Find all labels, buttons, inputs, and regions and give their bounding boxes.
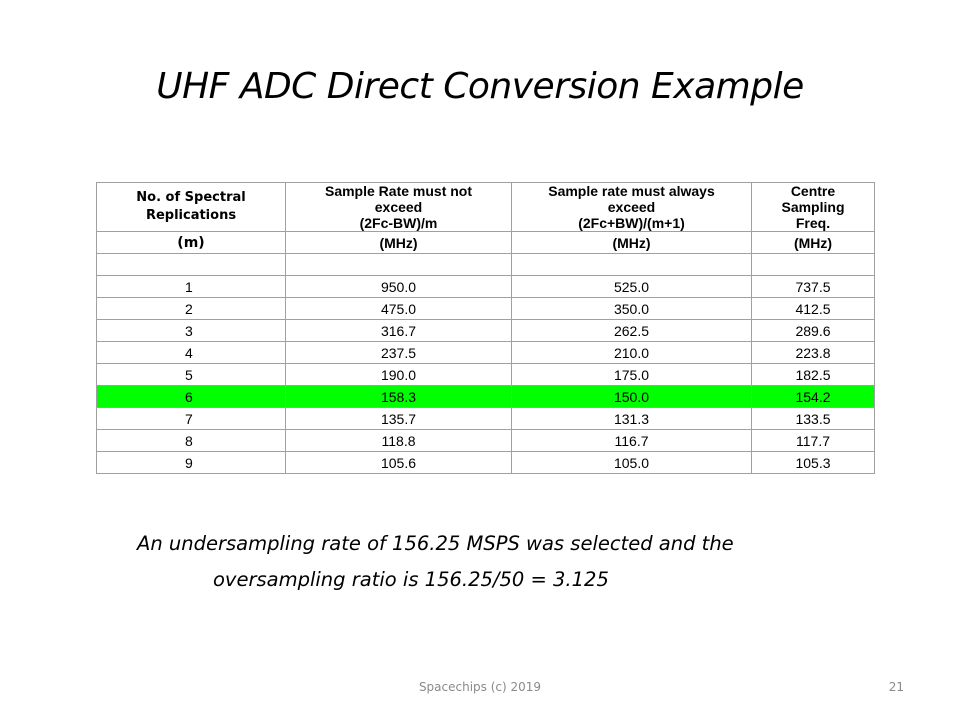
header-line: Freq. [795, 215, 831, 231]
cell-min-sample-rate: 131.3 [512, 408, 752, 430]
cell-max-sample-rate: 118.8 [286, 430, 512, 452]
cell-min-sample-rate: 150.0 [512, 386, 752, 408]
table-row [97, 364, 875, 386]
header-line: exceed [374, 199, 423, 215]
cell-centre-freq: 154.2 [752, 386, 875, 408]
unit-cell: (MHz) [752, 232, 875, 254]
empty-cell [286, 254, 512, 276]
cell-min-sample-rate: 175.0 [512, 364, 752, 386]
cell-max-sample-rate: 105.6 [286, 452, 512, 474]
table-row-highlighted [97, 386, 875, 408]
cell-min-sample-rate: 350.0 [512, 298, 752, 320]
cell-centre-freq: 223.8 [752, 342, 875, 364]
spectral-replication-table [96, 182, 875, 474]
unit-cell: (MHz) [512, 232, 752, 254]
cell-centre-freq: 117.7 [752, 430, 875, 452]
empty-cell [752, 254, 875, 276]
cell-centre-freq: 105.3 [752, 452, 875, 474]
slide-title: UHF ADC Direct Conversion Example [156, 66, 804, 107]
cell-min-sample-rate: 525.0 [512, 276, 752, 298]
cell-max-sample-rate: 950.0 [286, 276, 512, 298]
cell-centre-freq: 412.5 [752, 298, 875, 320]
cell-centre-freq: 289.6 [752, 320, 875, 342]
header-line: exceed [607, 199, 656, 215]
header-replications [97, 183, 286, 232]
header-line: Sample rate must always [548, 183, 715, 199]
header-max-sample-rate [286, 183, 512, 232]
header-line: No. of Spectral [136, 190, 246, 205]
table-row [97, 408, 875, 430]
cell-replication-m: 1 [97, 276, 286, 298]
table-row [97, 342, 875, 364]
table-header-row [97, 183, 875, 232]
cell-replication-m: 6 [97, 386, 286, 408]
header-min-sample-rate [512, 183, 752, 232]
header-line: (2Fc-BW)/m [359, 215, 438, 231]
footer-copyright: Spacechips (c) 2019 [418, 680, 542, 694]
cell-replication-m: 9 [97, 452, 286, 474]
note-line-2: oversampling ratio is 156.25/50 = 3.125 [213, 568, 609, 591]
cell-min-sample-rate: 210.0 [512, 342, 752, 364]
header-centre-sampling-freq [752, 183, 875, 232]
cell-max-sample-rate: 158.3 [286, 386, 512, 408]
cell-replication-m: 4 [97, 342, 286, 364]
header-line: Centre [790, 183, 836, 199]
header-line: Replications [145, 208, 237, 223]
cell-centre-freq: 182.5 [752, 364, 875, 386]
cell-replication-m: 8 [97, 430, 286, 452]
cell-replication-m: 3 [97, 320, 286, 342]
cell-replication-m: 5 [97, 364, 286, 386]
cell-min-sample-rate: 262.5 [512, 320, 752, 342]
table-units-row [97, 232, 875, 254]
cell-centre-freq: 737.5 [752, 276, 875, 298]
cell-max-sample-rate: 135.7 [286, 408, 512, 430]
note-line-1: An undersampling rate of 156.25 MSPS was selected and the [137, 532, 734, 555]
empty-cell [97, 254, 286, 276]
cell-replication-m: 2 [97, 298, 286, 320]
cell-max-sample-rate: 237.5 [286, 342, 512, 364]
page-number: 21 [888, 680, 904, 694]
cell-min-sample-rate: 116.7 [512, 430, 752, 452]
table-row [97, 430, 875, 452]
empty-cell [512, 254, 752, 276]
table-row [97, 276, 875, 298]
header-line: (2Fc+BW)/(m+1) [578, 215, 685, 231]
table-spacer-row [97, 254, 875, 276]
cell-max-sample-rate: 190.0 [286, 364, 512, 386]
unit-cell: (MHz) [286, 232, 512, 254]
cell-replication-m: 7 [97, 408, 286, 430]
cell-min-sample-rate: 105.0 [512, 452, 752, 474]
unit-cell: (m) [97, 232, 286, 254]
cell-max-sample-rate: 316.7 [286, 320, 512, 342]
cell-centre-freq: 133.5 [752, 408, 875, 430]
table-row [97, 320, 875, 342]
table-row [97, 452, 875, 474]
cell-max-sample-rate: 475.0 [286, 298, 512, 320]
header-line: Sampling [781, 199, 845, 215]
table-body [97, 254, 875, 474]
header-line: Sample Rate must not [324, 183, 473, 199]
table-row [97, 298, 875, 320]
